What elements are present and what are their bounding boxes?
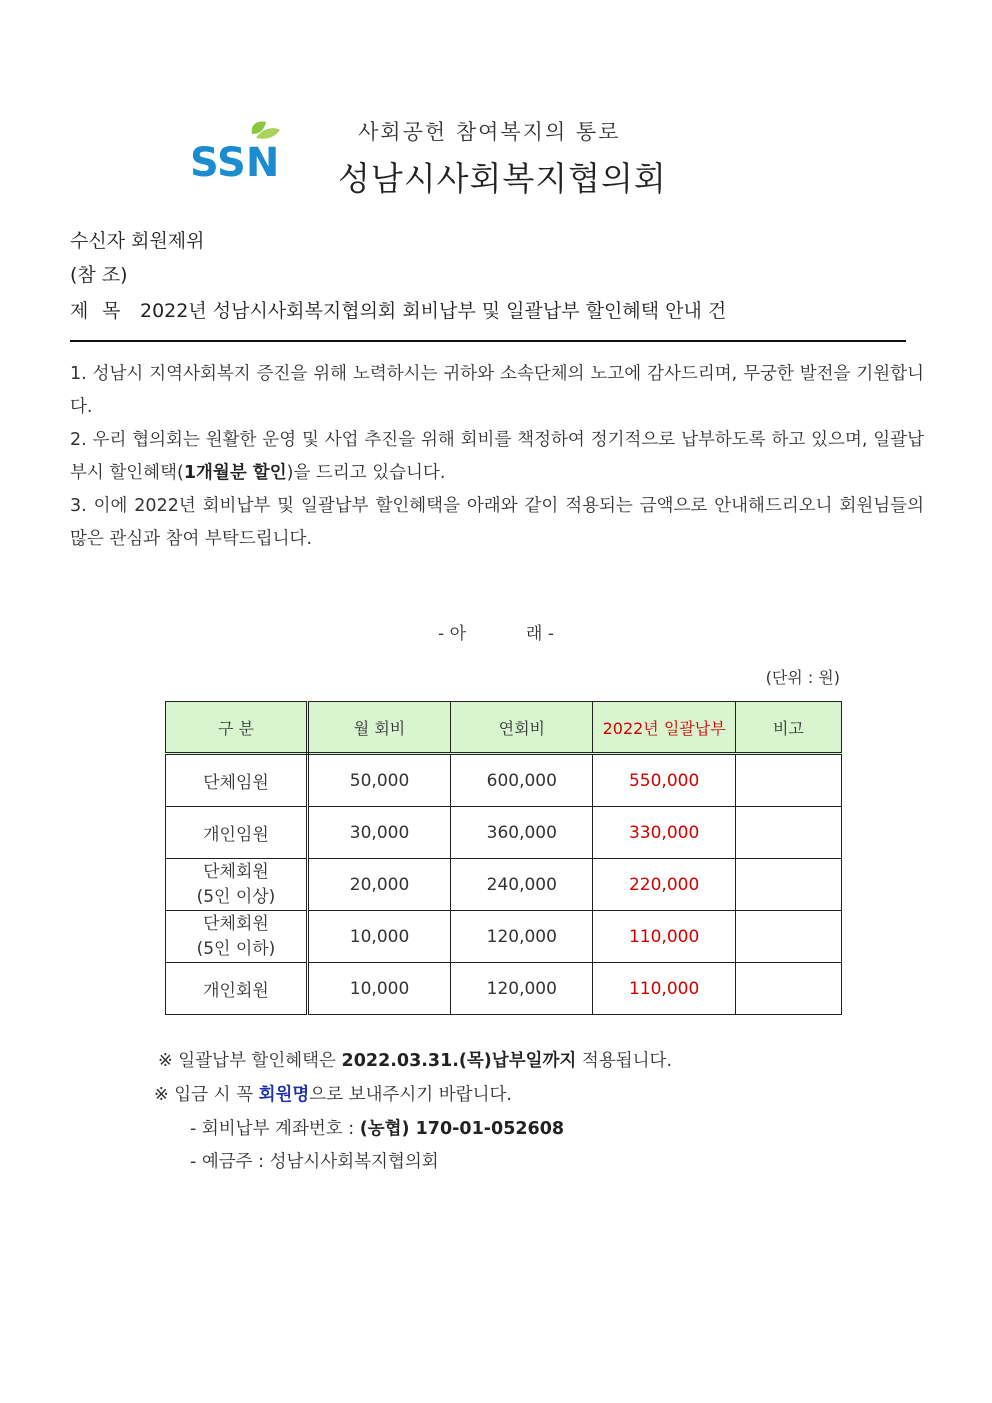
cell-note: [735, 911, 841, 963]
cell-category: 개인임원: [166, 807, 308, 859]
cell-monthly: 50,000: [307, 754, 450, 807]
logo-text: SSN: [190, 140, 280, 180]
table-row: [166, 807, 842, 859]
cell-note: [735, 754, 841, 807]
cell-note: [735, 859, 841, 911]
note-account-holder: - 예금주 : 성남시사회복지협의회: [190, 1152, 439, 1172]
table-row: [166, 911, 842, 963]
cell-yearly: 120,000: [451, 963, 593, 1015]
note-deadline: ※ 일괄납부 할인혜택은 2022.03.31.(목)납부일까지 적용됩니다.: [158, 1051, 673, 1071]
col-header-lump-sum: 2022년 일괄납부: [593, 702, 735, 754]
ssn-logo: [190, 118, 285, 180]
cell-category: 단체회원 (5인 이하): [166, 911, 308, 963]
table-row: [166, 754, 842, 807]
col-header-yearly: 연회비: [451, 702, 593, 754]
cell-lump-sum: 110,000: [593, 963, 735, 1015]
cell-note: [735, 963, 841, 1015]
cell-yearly: 360,000: [451, 807, 593, 859]
subject-label: 제 목: [70, 300, 121, 322]
cell-monthly: 10,000: [307, 911, 450, 963]
subject-text: 2022년 성남시사회복지협의회 회비납부 및 일괄납부 할인혜택 안내 건: [140, 300, 727, 322]
header-divider: [70, 340, 906, 342]
cell-category: 개인회원: [166, 963, 308, 1015]
cell-lump-sum: 550,000: [593, 754, 735, 807]
cell-monthly: 10,000: [307, 963, 450, 1015]
cell-category: 단체회원 (5인 이상): [166, 859, 308, 911]
paragraph-2: 2. 우리 협의회는 원활한 운영 및 사업 추진을 위해 회비를 책정하여 정기적으로 납부하도록 하고 있으며, 일괄납부시 할인혜택(1개월분 할인)을 드리고 있습니다.: [70, 430, 924, 483]
table-row: [166, 963, 842, 1015]
col-header-note: 비고: [735, 702, 841, 754]
table-row: [166, 859, 842, 911]
note-account-number: - 회비납부 계좌번호 : (농협) 170-01-052608: [190, 1119, 565, 1139]
reference-mark-icon: ※: [154, 1085, 169, 1105]
note-deposit-name: ※ 입금 시 꼭 회원명으로 보내주시기 바랍니다.: [154, 1085, 512, 1105]
reference-line: (참 조): [70, 264, 128, 286]
col-header-monthly: 월 회비: [307, 702, 450, 754]
cell-lump-sum: 330,000: [593, 807, 735, 859]
cell-note: [735, 807, 841, 859]
cell-monthly: 20,000: [307, 859, 450, 911]
table-header-row: [166, 702, 842, 754]
slogan: 사회공헌 참여복지의 통로: [358, 120, 621, 144]
cell-yearly: 600,000: [451, 754, 593, 807]
cell-lump-sum: 220,000: [593, 859, 735, 911]
fee-table: [165, 701, 842, 1015]
cell-yearly: 240,000: [451, 859, 593, 911]
unit-label: (단위 : 원): [765, 668, 840, 687]
reference-mark-icon: ※: [158, 1051, 173, 1071]
subject-line: [70, 296, 726, 323]
cell-monthly: 30,000: [307, 807, 450, 859]
cell-category: 단체임원: [166, 754, 308, 807]
cell-lump-sum: 110,000: [593, 911, 735, 963]
recipient-line: 수신자 회원제위: [70, 230, 205, 252]
cell-yearly: 120,000: [451, 911, 593, 963]
paragraph-1: 1. 성남시 지역사회복지 증진을 위해 노력하시는 귀하와 소속단체의 노고에 감사드리며, 무궁한 발전을 기원합니다.: [70, 364, 924, 417]
organization-name: 성남시사회복지협의회: [338, 159, 667, 198]
col-header-category: 구 분: [166, 702, 308, 754]
paragraph-3: 3. 이에 2022년 회비납부 및 일괄납부 할인혜택을 아래와 같이 적용되는 금액으로 안내해드리오니 회원님들의 많은 관심과 참여 부탁드립니다.: [70, 496, 924, 549]
section-marker: - 아 래 -: [438, 624, 554, 644]
